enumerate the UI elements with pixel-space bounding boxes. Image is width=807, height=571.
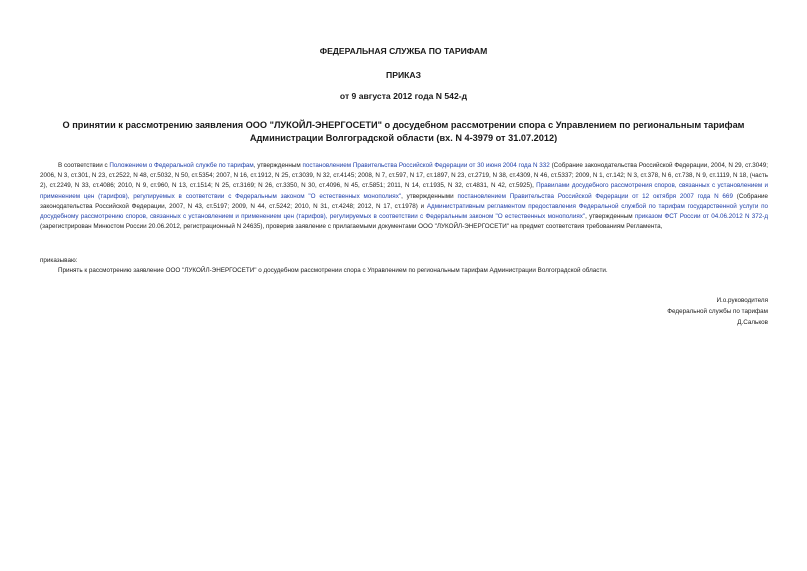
link-fst-order-372[interactable]: приказом ФСТ России от 04.06.2012 N 372-д	[634, 213, 768, 221]
signature-name: Д.Сальков	[737, 319, 768, 326]
link-administrative-regulation[interactable]: Административным регламентом предоставления Федеральной службой по тарифам государственной услуги по досудебному рассмотрению споров, связанных с установлением и применением цен (тарифов), регулируемых в соответствии с Федеральным законом "О естественных монополиях"	[40, 202, 768, 221]
ordered-label: приказываю:	[40, 257, 78, 264]
signature-position: И.о.руководителя	[716, 297, 768, 304]
link-dispute-rules[interactable]: Правилами досудебного рассмотрения споров, связанных с установлением и применением цен (тарифов), регулируемых в соответствии с Федеральным законом "О естественных монополиях"	[40, 182, 768, 200]
document-date: от 9 августа 2012 года N 542-д	[339, 91, 468, 101]
decision-text: Принять к рассмотрению заявление ООО "ЛУКОЙЛ-ЭНЕРГОСЕТИ" о досудебном рассмотрении спора с Управлением по региональным тарифам Администрации Волгоградской области.	[58, 267, 608, 274]
preamble-text: , утвержденным	[585, 213, 635, 221]
link-government-decree-669[interactable]: постановлением Правительства Российской Федерации от 12 октября 2007 года N 669	[457, 192, 733, 200]
preamble-paragraph	[40, 161, 768, 232]
document-type: ПРИКАЗ	[386, 70, 421, 80]
preamble-text: (Собрание законодательства Российской Федерации, 2007, N 43, ст.5197; 2009, N 44, ст.5242; 2010, N 31, ст.4248; 2012, N 17, ст.1978) и	[40, 192, 768, 210]
preamble-text: (зарегистрирован Минюстом России 20.06.2012, регистрационный N 24635), проверив заявление с прилагаемыми документами ООО "ЛУКОЙЛ-ЭНЕРГОСЕТИ" на предмет соответствия требованиям Регламента,	[40, 223, 663, 231]
preamble-text: , утвержденными	[401, 192, 458, 200]
agency-title: ФЕДЕРАЛЬНАЯ СЛУЖБА ПО ТАРИФАМ	[319, 46, 488, 56]
preamble-text: В соответствии с	[58, 162, 110, 169]
preamble-text: (Собрание законодательства Российской Федерации, 2004, N 29, ст.3049; 2006, N 3, ст.301, N 23, ст.2522, N 48, ст.5032, N 50, ст.5354; 2007, N 16, ст.1912, N 25, ст.3039, N 32, ст.4145; 2008, N 7, ст.597, N 17, ст.1897, N 23, ст.2719, N 38, ст.4309, N 46, ст.5337; 2009, N 1, ст.142; N 3, ст.378, N 6, ст.738, N 9, ст.1119, N 18, (часть 2), ст.2249, N 33, ст.4086; 2010, N 9, ст.960, N 13, ст.1514; N 25, ст.3169; N 26, ст.3350, N 30, ст.4096, N 45, ст.5851; 2011, N 14, ст.1935, N 32, ст.4831, N 42, ст.5925),	[40, 162, 768, 190]
document-subject: О принятии к рассмотрению заявления ООО "ЛУКОЙЛ-ЭНЕРГОСЕТИ" о досудебном рассмотрении спора с Управлением по региональным тарифам Администрации Волгоградской области (вх. N 4-3979 от 31.07.2012)	[62, 120, 745, 143]
preamble-text: , утвержденным	[253, 162, 303, 169]
signature-organization: Федеральной службы по тарифам	[667, 308, 768, 315]
link-government-decree-332[interactable]: постановлением Правительства Российской Федерации от 30 июня 2004 года N 332	[302, 162, 550, 169]
link-fst-regulation[interactable]: Положением о Федеральной службе по тарифам	[109, 162, 254, 169]
